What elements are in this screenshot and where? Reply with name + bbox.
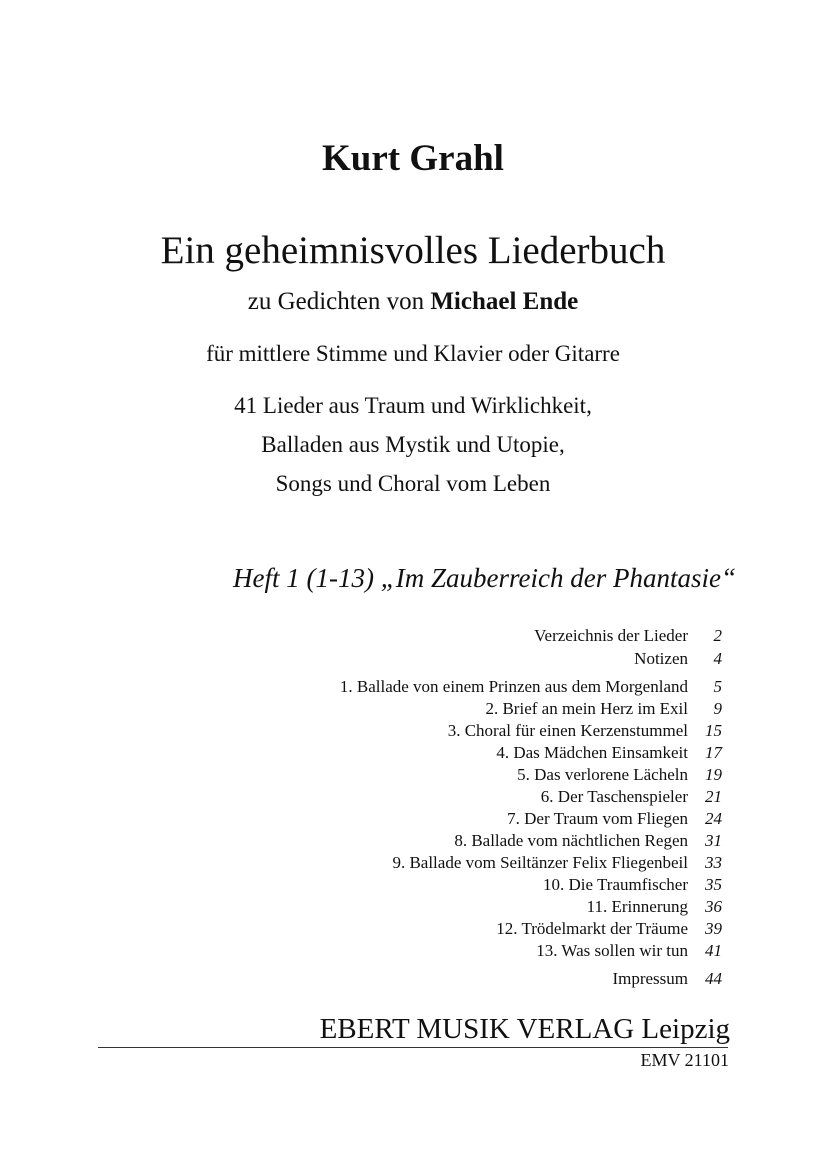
- toc-entry-page: 2: [713, 626, 722, 645]
- description-line: Balladen aus Mystik und Utopie,: [261, 432, 565, 457]
- description-line: Songs und Choral vom Leben: [275, 471, 551, 496]
- toc-row: [0, 874, 826, 896]
- toc-entry-page: 4: [713, 649, 722, 668]
- toc-entry-page: 9: [713, 699, 722, 718]
- toc-entry-title: 11. Erinnerung: [586, 897, 688, 916]
- instrumentation: für mittlere Stimme und Klavier oder Gitarre: [206, 341, 620, 366]
- toc-entry-title: 6. Der Taschenspieler: [540, 787, 688, 806]
- toc-entry-page: 41: [705, 941, 722, 960]
- toc-entry-title: 12. Trödelmarkt der Träume: [496, 919, 688, 938]
- toc-entry-title: Verzeichnis der Lieder: [534, 626, 688, 645]
- toc-entry-page: 39: [705, 919, 722, 938]
- toc-row: [0, 698, 826, 720]
- toc-entry-page: 24: [705, 809, 722, 828]
- toc-entry-title: Impressum: [612, 969, 688, 988]
- toc-entry-page: 35: [705, 875, 722, 894]
- toc-row: [0, 625, 826, 647]
- toc-entry-title: 3. Choral für einen Kerzenstummel: [447, 721, 688, 740]
- toc-entry-title: 1. Ballade von einem Prinzen aus dem Morgenland: [339, 677, 688, 696]
- toc-row: [0, 786, 826, 808]
- toc-row: [0, 830, 826, 852]
- poet-name: Michael Ende: [430, 288, 579, 315]
- work-title: Ein geheimnisvolles Liederbuch: [160, 229, 666, 272]
- toc-row: [0, 808, 826, 830]
- toc-row: [0, 918, 826, 940]
- toc-entry-title: 5. Das verlorene Lächeln: [517, 765, 688, 784]
- toc-row: [0, 940, 826, 962]
- toc-row: [0, 968, 826, 990]
- toc-row: [0, 742, 826, 764]
- catalog-number: EMV 21101: [640, 1050, 729, 1070]
- toc-entry-title: 7. Der Traum vom Fliegen: [507, 809, 688, 828]
- toc-entry-page: 33: [705, 853, 722, 872]
- toc-entry-title: 10. Die Traumfischer: [543, 875, 688, 894]
- toc-row: [0, 676, 826, 698]
- subtitle-prefix: zu Gedichten von: [247, 288, 425, 315]
- toc-entry-page: 21: [705, 787, 722, 806]
- toc-entry-title: 13. Was sollen wir tun: [536, 941, 688, 960]
- composer-name: Kurt Grahl: [322, 138, 504, 179]
- toc-row: [0, 852, 826, 874]
- toc-entry-page: 31: [705, 831, 722, 850]
- toc-entry-page: 36: [705, 897, 722, 916]
- toc-entry-page: 19: [705, 765, 722, 784]
- publisher-name: EBERT MUSIK VERLAG Leipzig: [319, 1013, 730, 1045]
- toc-entry-title: 9. Ballade vom Seiltänzer Felix Fliegenbeil: [392, 853, 688, 872]
- toc-entry-page: 15: [705, 721, 722, 740]
- description-line: 41 Lieder aus Traum und Wirklichkeit,: [234, 393, 592, 418]
- toc-entry-title: Notizen: [634, 649, 688, 668]
- toc-row: [0, 648, 826, 670]
- toc-entry-title: 4. Das Mädchen Einsamkeit: [496, 743, 688, 762]
- toc-row: [0, 896, 826, 918]
- toc-entry-page: 44: [705, 969, 722, 988]
- subtitle: [0, 286, 826, 318]
- toc-row: [0, 720, 826, 742]
- toc-row: [0, 764, 826, 786]
- volume-heading: Heft 1 (1-13) „Im Zauberreich der Phantasie“: [233, 563, 736, 593]
- toc-entry-title: 8. Ballade vom nächtlichen Regen: [454, 831, 688, 850]
- toc-entry-page: 17: [705, 743, 722, 762]
- toc-entry-page: 5: [713, 677, 722, 696]
- toc-entry-title: 2. Brief an mein Herz im Exil: [485, 699, 688, 718]
